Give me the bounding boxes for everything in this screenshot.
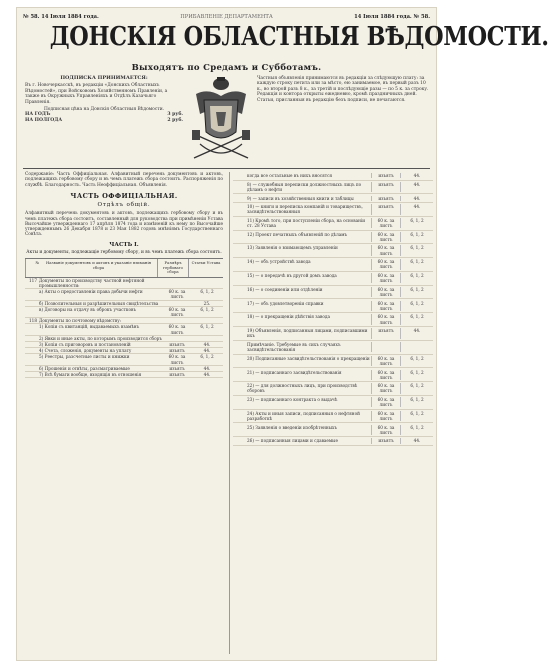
row-articles: 6, 1, 2 (400, 370, 433, 380)
row-name: 13) Заявленія о взимающемъ управленіи (247, 245, 338, 251)
row-duty: изъятъ (371, 173, 400, 178)
row-articles: 6, 1, 2 (400, 397, 433, 407)
row-duty (163, 278, 191, 288)
row-number (233, 173, 247, 178)
row-articles: 6, 1, 2 (400, 287, 433, 297)
row-duty (163, 336, 191, 341)
table-row (233, 368, 433, 382)
row-articles: 6, 1, 2 (200, 306, 214, 312)
row-number: 118 (29, 318, 37, 324)
duty-table (25, 258, 223, 378)
table-row (233, 203, 433, 217)
row-name: 9) — записи въ хозяйственныя книги и таблицы (247, 195, 354, 201)
table-row (233, 231, 433, 245)
row-number (233, 204, 247, 214)
issue-number-right: 14 Іюля 1884 года. № 58. (354, 14, 431, 20)
row-name: 25) Заявленія о введеніи изобрѣтенныхъ (247, 424, 338, 430)
row-articles: 44. (400, 196, 433, 201)
row-name: 2) Явки и иные акты, по которымъ производится сборъ (39, 335, 162, 341)
row-articles: 44. (400, 328, 433, 338)
row-number (25, 354, 39, 364)
issue-number-left: № 58. 14 Іюля 1884 года. (23, 14, 99, 20)
row-name: 10) — книги и переписка компаній и товариществъ, засвидѣтельствованныя (247, 204, 363, 215)
row-name: 23) — подписаннаго контракта о выдачѣ (247, 397, 338, 403)
right-column (229, 172, 433, 654)
row-duty: 60 к. за листъ (371, 301, 400, 311)
price-year-value: 3 руб. (167, 112, 183, 118)
row-duty: изъятъ (169, 341, 185, 347)
row-name: Документы по производству частной нефтяной промышленности: (39, 277, 145, 288)
row-duty: 60 к. за листъ (168, 306, 186, 317)
table-row (233, 437, 433, 446)
masthead (21, 22, 549, 62)
row-duty: 60 к. за листъ (168, 354, 186, 365)
row-name: 24) Акты и иныя записи, подписанныя о нефтяной разработкѣ (247, 410, 360, 422)
table-row (25, 307, 223, 318)
table-row (233, 172, 433, 181)
row-duty: изъятъ (371, 204, 400, 214)
row-articles: 6, 1, 2 (400, 232, 433, 242)
row-duty: 60 к. за листъ (371, 259, 400, 269)
row-number: 117 (29, 277, 37, 283)
row-number (233, 397, 247, 407)
row-name: 7) Всѣ бумаги вообще, входящія въ отношенія (39, 371, 142, 377)
table-header (25, 259, 223, 278)
row-articles: 44. (203, 371, 211, 377)
header-number: № (25, 259, 40, 277)
table-row (233, 194, 433, 203)
row-number (233, 314, 247, 324)
table-row (233, 272, 433, 286)
row-number (25, 324, 39, 334)
row-articles: 44. (400, 173, 433, 178)
part-label: ЧАСТЬ І. (109, 241, 139, 248)
notice-block (257, 76, 429, 166)
table-title: Акты и документы, подлежащіе гербовому сбору, и въ чемъ платежъ сбора состоитъ. (26, 249, 222, 255)
row-duty: 60 к. за листъ (371, 411, 400, 421)
row-articles: 6, 1, 2 (400, 383, 433, 393)
table-row (25, 289, 223, 300)
price-half-label: НА ПОЛГОДА (25, 117, 63, 123)
row-articles: 44. (203, 348, 211, 354)
row-duty: изъятъ (169, 348, 185, 354)
row-name: 4) Счета, сложенія, документы на уплату (39, 348, 132, 354)
row-name: 8) — служебныя переписки должностныхъ лицъ по дѣламъ о нефти (247, 181, 362, 192)
table-row (233, 181, 433, 195)
row-number (233, 411, 247, 421)
row-number (25, 289, 39, 299)
newspaper-subtitle: Выходятъ по Средамъ и Субботамъ. (131, 63, 322, 73)
row-articles: 6, 1, 2 (200, 354, 214, 360)
price-heading: Подписная цѣна на Донскія Областныя Вѣдомости. (43, 107, 165, 113)
row-name: 6) Прошенія и отвѣты, разсматриваемые (39, 365, 130, 371)
row-articles: 6, 1, 2 (400, 259, 433, 269)
contents-summary: Содержаніе: Часть Оффиціальная. Алфавитный перечень документовъ и актовъ, подлежащихъ гербовому сбору и въ чемъ платежъ сбора состоитъ. Распоряженія по службѣ. Благодарность. Часть Неоффиціальная. Объявленія. (25, 172, 223, 188)
row-number (233, 259, 247, 269)
row-duty: изъятъ (371, 328, 400, 338)
row-number (25, 372, 39, 377)
coat-of-arms-icon (190, 74, 252, 166)
row-articles: 6, 1, 2 (200, 324, 214, 330)
table-row (233, 299, 433, 313)
row-articles: 6, 1, 2 (400, 273, 433, 283)
official-part-title: ЧАСТЬ ОФФИЦІАЛЬНАЯ. (70, 192, 178, 201)
row-number (233, 273, 247, 283)
row-duty: 60 к. за листъ (168, 289, 186, 300)
row-number (233, 182, 247, 192)
newspaper-title: ДОНСКІЯ ОБЛАСТНЫЯ ВѢДОМОСТИ. (49, 22, 549, 52)
subscription-heading: ПОДПИСКА ПРИНИМАЕТСЯ: (60, 75, 148, 81)
row-name: 3) Копіи съ приговоровъ и постановленій (39, 341, 131, 347)
table-row (233, 341, 433, 355)
row-number (25, 301, 39, 306)
row-articles: 25. (203, 300, 211, 306)
price-year-label: НА ГОДЪ (25, 112, 51, 118)
row-number (233, 287, 247, 297)
row-duty: 60 к. за листъ (371, 356, 400, 366)
table-row (233, 244, 433, 258)
subscription-block (25, 76, 183, 166)
table-row (233, 313, 433, 327)
row-number (233, 383, 247, 393)
row-number (233, 356, 247, 366)
row-duty: 60 к. за листъ (371, 218, 400, 228)
row-name: 11) Кромѣ того, при поступленіи сбора, на основаніи ст. 28 Устава (247, 217, 366, 229)
row-name: 17) — объ удовлетвореніи справки (247, 300, 324, 306)
table-row (25, 372, 223, 378)
row-articles: 44. (203, 341, 211, 347)
row-duty (371, 342, 400, 352)
row-articles: 6, 1, 2 (400, 218, 433, 228)
row-duty: 60 к. за листъ (168, 324, 186, 335)
row-articles: 6, 1, 2 (400, 314, 433, 324)
row-duty (163, 301, 191, 306)
row-number (233, 196, 247, 201)
header-duty: Размѣръ гербоваго сбора (157, 259, 188, 277)
subscription-text: Въ г. Новочеркасскѣ, въ редакціи «Донскихъ Областныхъ Вѣдомостей», при Войсковомъ Хозяйственномъ Правленіи, а также въ Окружныхъ Управленіяхъ и Отдѣлъ Казачьяго Правленія. (25, 83, 168, 105)
row-number (233, 425, 247, 435)
table-row (233, 258, 433, 272)
row-duty: изъятъ (169, 371, 185, 377)
row-number (25, 366, 39, 371)
row-articles: 6, 1, 2 (400, 356, 433, 366)
row-number (233, 370, 247, 380)
row-number (25, 307, 39, 317)
table-row (233, 217, 433, 231)
table-row (25, 354, 223, 365)
row-articles: 44. (400, 204, 433, 214)
row-articles (400, 342, 433, 352)
row-duty: 60 к. за листъ (371, 287, 400, 297)
row-name: 18) — о прекращеніи дѣйствія завода (247, 314, 330, 320)
row-duty: 60 к. за листъ (371, 397, 400, 407)
row-name: 21) — подписаннаго засвидѣтельствованія (247, 369, 342, 375)
row-articles: 6, 1, 2 (400, 301, 433, 311)
table-row (25, 278, 223, 289)
row-duty: 60 к. за листъ (371, 370, 400, 380)
row-name: 16) — о соединеніи или отдѣленіи (247, 286, 323, 292)
table-row (25, 324, 223, 335)
row-articles: 44. (400, 182, 433, 192)
row-articles (191, 278, 223, 288)
row-number (233, 301, 247, 311)
row-name: 15) — о передачѣ въ другой домъ завода (247, 273, 337, 279)
row-name: 22) — для должностныхъ лицъ, при производствѣ сборовъ (247, 383, 358, 394)
table-row (233, 410, 433, 424)
price-half-value: 2 руб. (167, 117, 183, 123)
header-divider (23, 168, 430, 169)
header-center-note: ПРИБАВЛЕНІЕ ДЕПАРТАМЕНТА (180, 14, 273, 20)
row-articles: 6, 1, 2 (400, 245, 433, 255)
row-name: в) Договоры на отдачу въ оброкъ участковъ (39, 306, 137, 312)
left-column (25, 172, 223, 654)
row-duty: изъятъ (371, 182, 400, 192)
row-articles: 6, 1, 2 (400, 425, 433, 435)
intro-paragraph: Алфавитный перечень документовъ и актовъ, подлежащихъ гербовому сбору и въ чемъ платежъ сбора состоитъ, составленный для руководства при примѣненіи Устава Высочайше утвержденнаго 17 апрѣля 1874 года и измѣненій къ нему по Высочайше утвержденнымъ 26 Декабря 1878 и 23 Мая 1882 годовъ мнѣніямъ Государственнаго Совѣта. (25, 211, 223, 238)
notice-text: Частныя объявленія принимаются въ редакціи за слѣдующую плату: за каждую строку петита или за мѣсто, ею занимаемое, въ первый разъ 10 к., во второй разъ 8 к., за третій и послѣдующіе разы — по 5 к. за строку. Редакція и контора открыты ежедневно, кромѣ праздничныхъ дней. Статьи, присланныя въ редакцію безъ подписи, не печатаются. (257, 76, 429, 103)
row-articles: 44. (400, 438, 433, 443)
row-duty: 60 к. за листъ (371, 273, 400, 283)
header-name: Названіе документовъ и актовъ и указаніе взиманія сбора (45, 259, 152, 270)
price-half-row (25, 118, 183, 123)
row-duty: 60 к. за листъ (371, 314, 400, 324)
row-name: 5) Реестры, разсчетные листы и книжки (39, 354, 130, 360)
row-name: а) Акты о предоставленіи права добычи нефти (39, 289, 143, 295)
row-duty: 60 к. за листъ (371, 232, 400, 242)
row-name: 14) — объ устройствѣ завода (247, 259, 311, 265)
row-articles: 6, 1, 2 (200, 289, 214, 295)
table-row (233, 382, 433, 396)
table-row (233, 423, 433, 437)
row-number (233, 232, 247, 242)
header-articles: Статьи Устава (188, 259, 223, 277)
table-row (233, 396, 433, 410)
row-name: когда все остальные въ нихъ вносятся (247, 173, 333, 179)
row-articles (191, 318, 223, 323)
row-number (233, 328, 247, 338)
table-row (233, 286, 433, 300)
row-duty: изъятъ (371, 196, 400, 201)
row-name: Примѣчаніе. Требуемые въ сихъ случаяхъ засвидѣтельствованія (247, 341, 341, 353)
row-articles: 44. (203, 365, 211, 371)
row-number (25, 336, 39, 341)
row-duty: изъятъ (169, 365, 185, 371)
row-articles (191, 336, 223, 341)
department-title: Отдѣлъ общій. (97, 202, 151, 209)
row-name: 1) Копіи съ квитанцій, выдаваемыхъ взамѣнъ (39, 324, 140, 330)
row-number (233, 218, 247, 228)
issue-header (23, 12, 430, 22)
row-articles: 6, 1, 2 (400, 411, 433, 421)
row-name: 26) — подписанныя лицами и сдаваемые (247, 438, 338, 444)
row-name: Документы по почтовому вѣдомству: (39, 318, 122, 324)
newspaper-page (17, 8, 549, 660)
table-row (233, 355, 433, 369)
row-name: 20) Подписанные засвидѣтельствованія о прекращеніи (247, 355, 370, 361)
row-number (25, 348, 39, 353)
row-number (233, 342, 247, 352)
row-number (233, 245, 247, 255)
row-number (25, 342, 39, 347)
row-number (233, 438, 247, 443)
row-duty: 60 к. за листъ (371, 245, 400, 255)
row-name: 19) Объявленія, подписанныя лицами, подписавшими ихъ (247, 328, 368, 339)
row-name: б) Позволительныя и разрѣшительныя свидѣтельства (39, 300, 159, 306)
row-duty: изъятъ (371, 438, 400, 443)
row-duty: 60 к. за листъ (371, 383, 400, 393)
row-duty (163, 318, 191, 323)
row-duty: 60 к. за листъ (371, 425, 400, 435)
row-name: 12) Проект печатныхъ объявленій по дѣламъ (247, 231, 348, 237)
table-row (233, 327, 433, 341)
